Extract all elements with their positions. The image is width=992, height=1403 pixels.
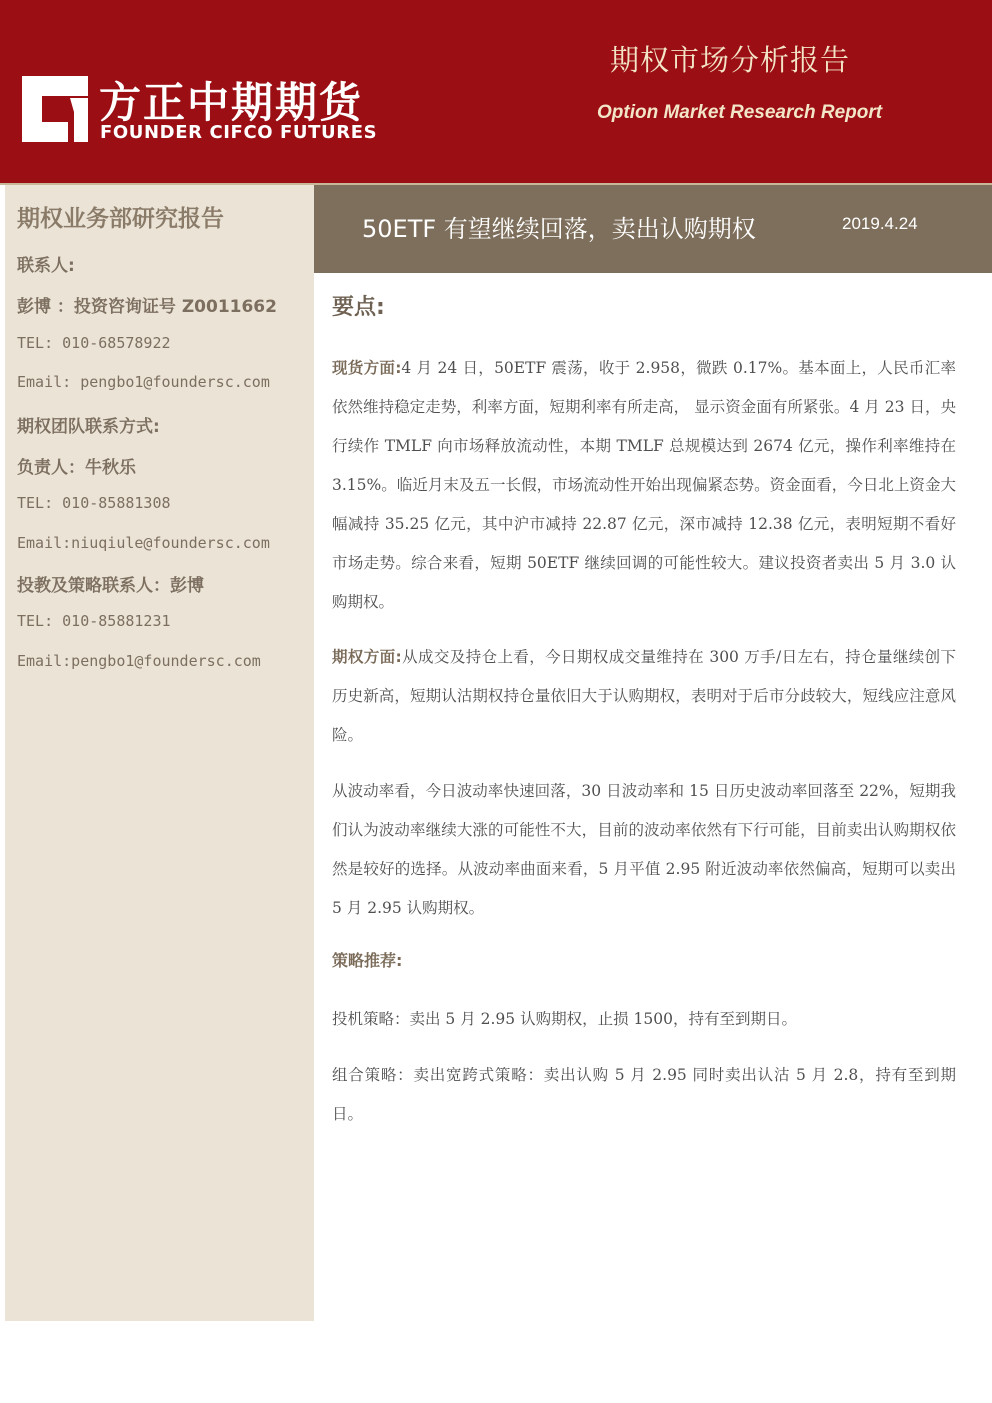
edu-label: 投教及策略联系人：彭博 bbox=[17, 576, 204, 596]
option-label: 期权方面: bbox=[332, 648, 402, 666]
team-email[interactable]: Email:niuqiule@foundersc.com bbox=[17, 534, 270, 552]
sidebar bbox=[5, 185, 314, 1321]
edu-tel: TEL: 010-85881231 bbox=[17, 612, 171, 630]
spot-paragraph bbox=[332, 349, 956, 622]
contact-label: 联系人: bbox=[17, 256, 75, 276]
combo-strategy: 组合策略：卖出宽跨式策略：卖出认购 5 月 2.95 同时卖出认沽 5 月 2.8，持有至到期日。 bbox=[332, 1066, 956, 1123]
report-date: 2019.4.24 bbox=[842, 214, 918, 233]
edu-email[interactable]: Email:pengbo1@foundersc.com bbox=[17, 652, 261, 670]
keypoints-heading: 要点: bbox=[332, 295, 385, 320]
team-tel: TEL: 010-85881308 bbox=[17, 494, 171, 512]
team-label: 期权团队联系方式: bbox=[17, 417, 160, 437]
founder-logo-icon bbox=[22, 76, 88, 142]
option-paragraph bbox=[332, 638, 956, 755]
strategy-heading: 策略推荐: bbox=[332, 951, 403, 970]
option-text: 从成交及持仓上看，今日期权成交量维持在 300 万手/日左右，持仓量继续创下历史新高，短期认沽期权持仓量依旧大于认购期权，表明对于后市分歧较大，短线应注意风险。 bbox=[332, 648, 957, 744]
company-name-cn: 方正中期期货 bbox=[99, 78, 364, 127]
contact-name: 彭博 ：投资咨询证号 Z0011662 bbox=[17, 297, 277, 317]
report-title: 50ETF 有望继续回落，卖出认购期权 bbox=[362, 215, 756, 243]
spot-label: 现货方面: bbox=[332, 359, 402, 377]
company-name-en: FOUNDER CIFCO FUTURES bbox=[100, 122, 378, 143]
spot-text: 4 月 24 日，50ETF 震荡，收于 2.958，微跌 0.17%。基本面上，人民币汇率依然维持稳定走势，利率方面，短期利率有所走高， 显示资金面有所紧张。4 月 23 日，央行续作 TMLF 向市场释放流动性，本期 TMLF 总规模达到 2674 亿元，操作利率维持在 3.15%。临近月末及五一长假，市场流动性开始出现偏紧态势。资金面看，今日北上资金大幅减持 35.25 亿元，其中沪市减持 22.87 亿元，深市减持 12.38 亿元，表明短期不看好市场走势。综合来看，短期 50ETF 继续回调的可能性较大。建议投资者卖出 5 月 3.0 认购期权。 bbox=[332, 359, 956, 611]
report-type-en: Option Market Research Report bbox=[597, 102, 883, 123]
volatility-paragraph: 从波动率看，今日波动率快速回落，30 日波动率和 15 日历史波动率回落至 22%，短期我们认为波动率继续大涨的可能性不大，目前的波动率依然有下行可能，目前卖出认购期权依然是较好的选择。从波动率曲面来看，5 月平值 2.95 附近波动率依然偏高，短期可以卖出 5 月 2.95 认购期权。 bbox=[332, 782, 956, 917]
team-lead: 负责人：牛秋乐 bbox=[17, 458, 136, 478]
speculative-strategy: 投机策略：卖出 5 月 2.95 认购期权，止损 1500，持有至到期日。 bbox=[332, 1010, 797, 1028]
sidebar-title: 期权业务部研究报告 bbox=[17, 206, 224, 232]
report-type-cn: 期权市场分析报告 bbox=[610, 43, 851, 77]
contact-email[interactable]: Email: pengbo1@foundersc.com bbox=[17, 373, 270, 391]
contact-tel: TEL: 010-68578922 bbox=[17, 334, 171, 352]
